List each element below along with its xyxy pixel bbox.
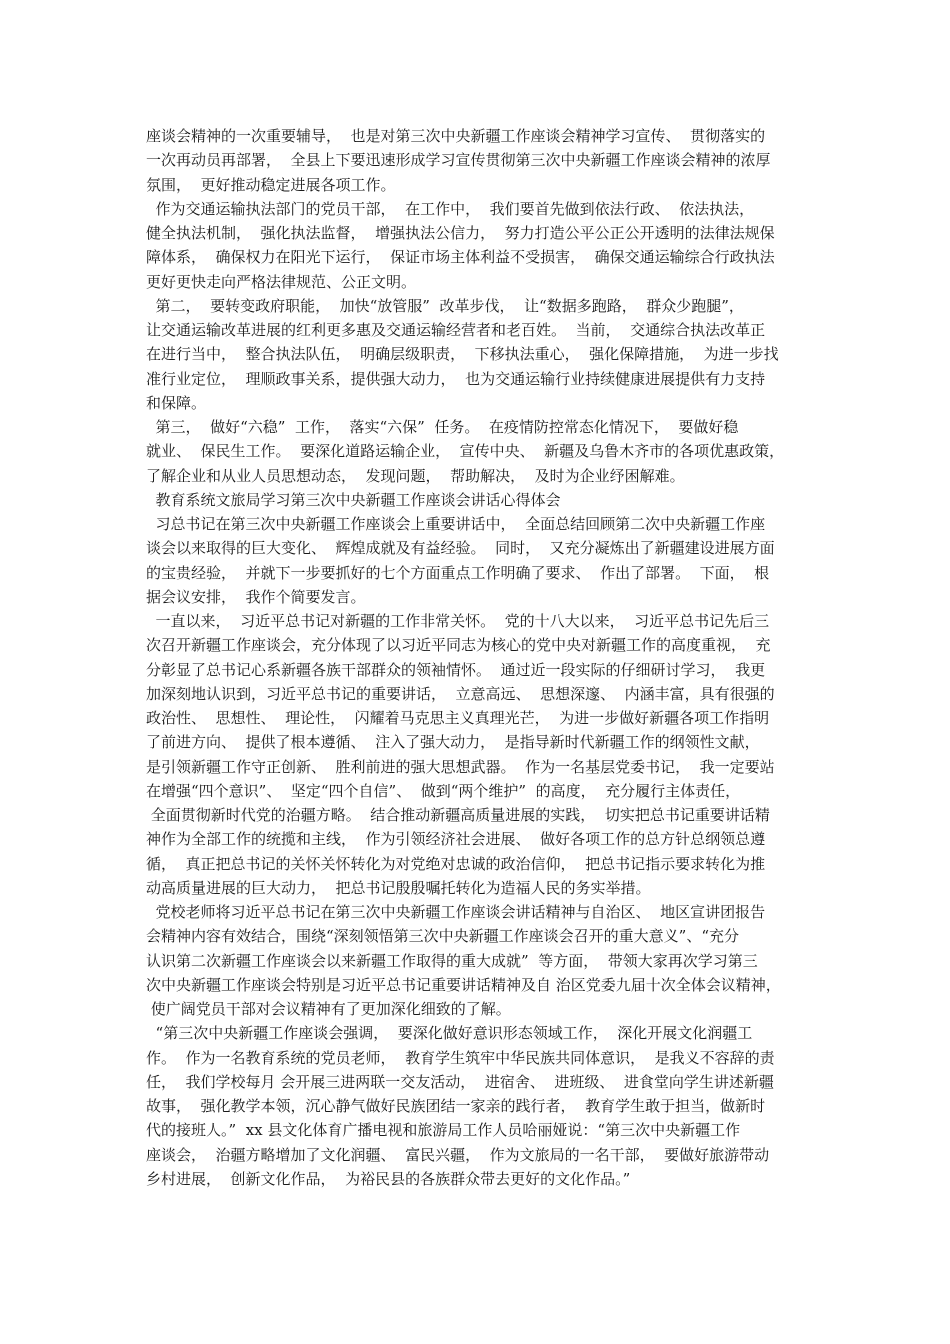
text-line: 更好更快走向严格法律规范、公正文明。 (146, 272, 417, 291)
text-line: 准行业定位， 理顺政事关系，提供强大动力， 也为交通运输行业持续健康进展提供有力支持 (146, 369, 766, 388)
text-line: 习总书记在第三次中央新疆工作座谈会上重要讲话中， 全面总结回顾第二次中央新疆工作座 (146, 515, 766, 533)
text-line: 据会议安排， 我作个简要发言。 (146, 587, 366, 606)
text-line: 是引领新疆工作守正创新、 胜利前进的强大思想武器。 作为一名基层党委书记， 我一定要站 (146, 757, 775, 776)
text-line: 乡村进展， 创新文化作品， 为裕民县的各族群众带去更好的文化作品。” (146, 1169, 631, 1188)
text-line: 座谈会精神的一次重要辅导， 也是对第三次中央新疆工作座谈会精神学习宣传、 贯彻落实的 (146, 127, 766, 145)
text-line: 代的接班人。” xx 县文化体育广播电视和旅游局工作人员哈丽娅说：“第三次中央新疆工作 (146, 1121, 741, 1140)
text-line: 循， 真正把总书记的关怀关怀转化为对党绝对忠诚的政治信仰， 把总书记指示要求转化为推 (146, 854, 766, 873)
text-line: 健全执法机制， 强化执法监督， 增强执法公信力， 努力打造公平公正公开透明的法律法规保 (146, 224, 775, 242)
text-line: 次召开新疆工作座谈会，充分体现了以习近平同志为核心的党中央对新疆工作的高度重视， 充 (146, 636, 771, 655)
text-line: 让交通运输改革进展的红利更多惠及交通运输经营者和老百姓。 当前， 交通综合执法改革正 (146, 321, 766, 339)
text-line: 任， 我们学校每月 会开展三进两联一交友活动， 进宿舍、 进班级、 进食堂向学生讲述新疆 (146, 1072, 774, 1091)
text-line: 加深刻地认识到，习近平总书记的重要讲话， 立意高远、 思想深邃、 内涵丰富，具有很强的 (146, 684, 775, 703)
text-line: 全面贯彻新时代党的治疆方略。 结合推动新疆高质量进展的实践， 切实把总书记重要讲话精 (146, 806, 770, 824)
text-line: 和保障。 (146, 393, 207, 412)
text-line: 就业、 保民生工作。 要深化道路运输企业， 宣传中央、 新疆及乌鲁木齐市的各项优惠政策， (146, 442, 785, 461)
text-line: 故事， 强化教学本领，沉心静气做好民族团结一家亲的践行者， 教育学生敢于担当，做新时 (146, 1097, 766, 1115)
text-line: 使广阔党员干部对会议精神有了更加深化细致的了解。 (146, 1000, 511, 1018)
document-page (146, 124, 810, 1191)
text-line: 动高质量进展的巨大动力， 把总书记殷殷嘱托转化为造福人民的务实举措。 (146, 878, 651, 897)
text-line: 政治性、 思想性、 理论性， 闪耀着马克思主义真理光芒， 为进一步做好新疆各项工作指明 (146, 709, 770, 727)
text-line: 认识第二次新疆工作座谈会以来新疆工作取得的重大成就” 等方面， 带领大家再次学习第三 (146, 951, 758, 970)
text-line: 次中央新疆工作座谈会特别是习近平总书记重要讲话精神及自 治区党委九届十次全体会议精神， (146, 975, 781, 994)
text-line: 作为交通运输执法部门的党员干部， 在工作中， 我们要首先做到依法行政、 依法执法， (146, 199, 755, 218)
text-line: 会精神内容有效结合，围绕“深刻领悟第三次中央新疆工作座谈会召开的重大意义”、“充分 (146, 927, 740, 946)
text-line: 座谈会， 治疆方略增加了文化润疆、 富民兴疆， 作为文旅局的一名干部， 要做好旅游带动 (146, 1145, 770, 1164)
text-line: 教育系统文旅局学习第三次中央新疆工作座谈会讲话心得体会 (146, 490, 561, 509)
text-line: 一直以来， 习近平总书记对新疆的工作非常关怀。 党的十八大以来， 习近平总书记先后三 (146, 612, 770, 630)
text-line: 第二， 要转变政府职能， 加快“放管服” 改革步伐， 让“数据多跑路， 群众少跑腿”， (146, 296, 744, 315)
text-line: 了前进方向、 提供了根本遵循、 注入了强大动力， 是指导新时代新疆工作的纲领性文献， (146, 733, 760, 752)
text-line: 氛围， 更好推动稳定进展各项工作。 (146, 175, 396, 194)
text-line: 的宝贵经验， 并就下一步要抓好的七个方面重点工作明确了要求、 作出了部署。 下面， 根 (146, 563, 770, 582)
text-line: 一次再动员再部署， 全县上下要迅速形成学习宣传贯彻第三次中央新疆工作座谈会精神的浓厚 (146, 151, 771, 170)
text-line: 分彰显了总书记心系新疆各族干部群众的领袖情怀。 通过近一段实际的仔细研讨学习， 我更 (146, 660, 766, 679)
text-line: 作。 作为一名教育系统的党员老师， 教育学生筑牢中华民族共同体意识， 是我义不容辞的责 (146, 1048, 775, 1067)
text-line: 在增强“四个意识”、 坚定“四个自信”、 做到“两个维护” 的高度， 充分履行主体责任， (146, 781, 741, 800)
text-line: 障体系， 确保权力在阳光下运行， 保证市场主体利益不受损害， 确保交通运输综合行政执法 (146, 248, 775, 267)
text-line: 谈会以来取得的巨大变化、 辉煌成就及有益经验。 同时， 又充分凝炼出了新疆建设进展方面 (146, 539, 775, 558)
text-line: 第三， 做好“六稳” 工作， 落实“六保” 任务。 在疫情防控常态化情况下， 要做好稳 (146, 418, 739, 436)
text-line: 在进行当中， 整合执法队伍， 明确层级职责， 下移执法重心， 强化保障措施， 为进一步找 (146, 345, 779, 364)
text-line: 党校老师将习近平总书记在第三次中央新疆工作座谈会讲话精神与自治区、 地区宣讲团报告 (146, 903, 766, 921)
text-line: “第三次中央新疆工作座谈会强调， 要深化做好意识形态领域工作， 深化开展文化润疆工 (146, 1024, 753, 1043)
text-line: 神作为全部工作的统揽和主线， 作为引领经济社会进展、 做好各项工作的总方针总纲领总遵 (146, 830, 766, 849)
text-line: 了解企业和从业人员思想动态， 发现问题， 帮助解决， 及时为企业纾困解难。 (146, 466, 685, 485)
